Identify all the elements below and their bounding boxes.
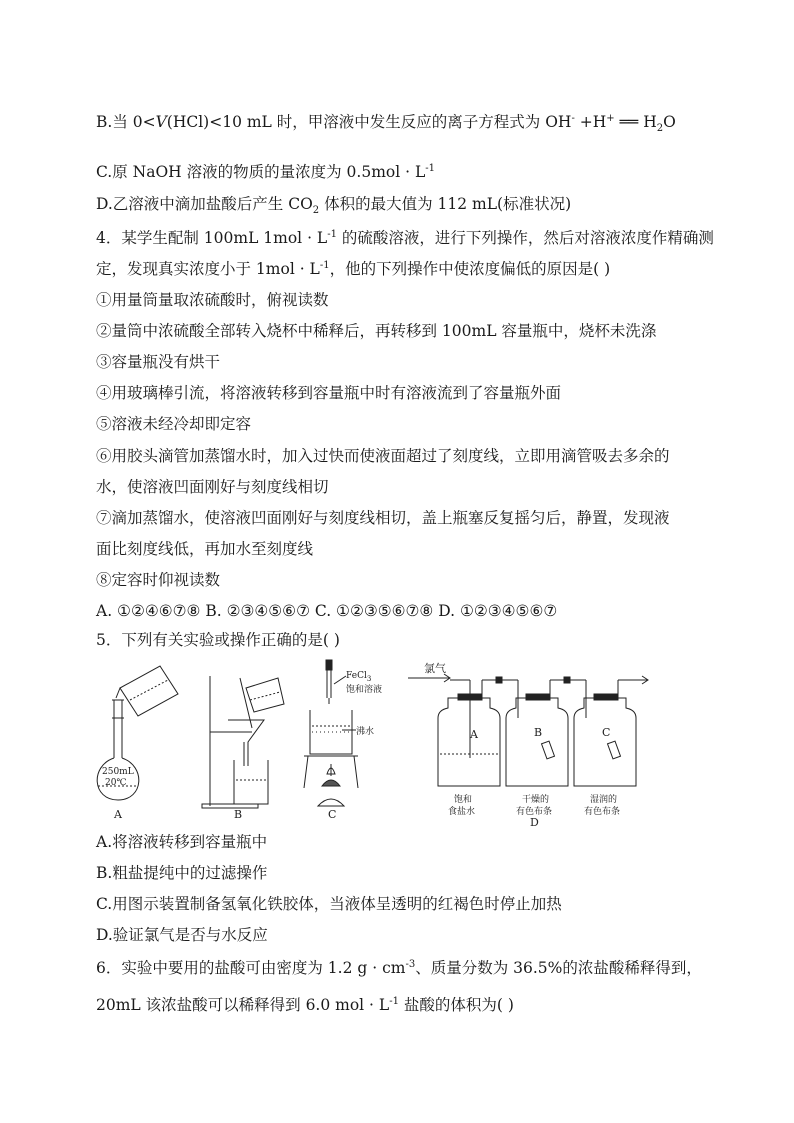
q4-item-7-cont: 面比刻度线低，再加水至刻度线 [96, 540, 314, 558]
q3-option-c: C.原 NaOH 溶液的物质的量浓度为 $0.5mol \cdot L^{-1}$ [96, 162, 436, 181]
caption-a-1: 饱和 [454, 795, 473, 805]
chlorine-label: 氯气 [424, 662, 446, 675]
flask-temp-label: 20℃ [105, 778, 127, 788]
caption-c-1: 湿润的 [590, 795, 618, 805]
reagent-label: FeCl$_3$ [346, 671, 372, 683]
q4-item-4: ④用玻璃棒引流，将溶液转移到容量瓶中时有溶液流到了容量瓶外面 [96, 384, 562, 402]
bottle-a-label: A [470, 728, 478, 741]
q5-stem: 5．下列有关实验或操作正确的是( ) [96, 631, 340, 649]
apparatus-a-volumetric-flask [97, 666, 178, 821]
boiling-water-label: 沸水 [356, 727, 375, 737]
caption-b-2: 有色布条 [516, 807, 553, 817]
q4-item-2: ②量筒中浓硫酸全部转入烧杯中稀释后，再转移到 100mL 容量瓶中，烧杯未洗涤 [96, 322, 657, 340]
q4-item-7: ⑦滴加蒸馏水，使溶液凹面刚好与刻度线相切，盖上瓶塞反复摇匀后，静置，发现液 [96, 509, 670, 527]
q6-stem-line2: 20mL 该浓盐酸可以稀释得到 6.0 mol · $L^{-1}$ 盐酸的体积为( ) [96, 995, 514, 1014]
q4-choices: A. ①②④⑥⑦⑧ B. ②③④⑤⑥⑦ C. ①②③⑤⑥⑦⑧ D. ①②③④⑤⑥⑦ [96, 602, 558, 620]
q5-apparatus-figure [98, 658, 668, 829]
q3-option-d: D.乙溶液中滴加盐酸后产生 $CO_2$ 体积的最大值为 112 mL(标准状况) [96, 195, 572, 217]
caption-b-1: 干燥的 [522, 795, 550, 805]
q5-option-b: B.粗盐提纯中的过滤操作 [96, 864, 268, 882]
q5-option-d: D.验证氯气是否与水反应 [96, 926, 268, 944]
q3-option-b: B.当 0<V(HCl)<10 mL 时，甲溶液中发生反应的离子方程式为 OH- +H+ ══ $H_2O$ [96, 112, 676, 135]
q4-item-6: ⑥用胶头滴管加蒸馏水时，加入过快而使液面超过了刻度线，立即用滴管吸去多余的 [96, 447, 670, 465]
bottle-b-label: B [534, 726, 543, 739]
q5-option-a: A.将溶液转移到容量瓶中 [96, 833, 268, 851]
q4-item-3: ③容量瓶没有烘干 [96, 353, 221, 371]
q4-item-6-cont: 水，使溶液凹面刚好与刻度线相切 [96, 478, 329, 496]
label-a: A [114, 808, 122, 821]
label-d: D [530, 816, 539, 829]
caption-a-2: 食盐水 [448, 807, 476, 817]
label-b: B [234, 808, 243, 821]
reagent-label-2: 饱和溶液 [346, 685, 383, 695]
flask-volume-label: 250mL [102, 767, 134, 777]
bottle-c-label: C [602, 726, 611, 739]
apparatus-b-filtration [202, 676, 284, 821]
q4-stem-line1: 4．某学生配制 100mL $1mol \cdot L^{-1}$ 的硫酸溶液，进行下列操作，然后对溶液浓度作精确测 [96, 228, 714, 247]
q4-item-5: ⑤溶液未经冷却即定容 [96, 415, 252, 433]
caption-c-2: 有色布条 [584, 807, 621, 817]
apparatus-c-colloid [304, 660, 382, 821]
q4-item-8: ⑧定容时仰视读数 [96, 571, 221, 589]
q5-option-c: C.用图示装置制备氢氧化铁胶体，当液体呈透明的红褐色时停止加热 [96, 895, 562, 913]
label-c: C [328, 808, 337, 821]
q4-stem-line2: 定，发现真实浓度小于 $1mol \cdot L^{-1}$，他的下列操作中使浓度偏低的原因是( ) [96, 259, 611, 278]
q4-item-1: ①用量筒量取浓硫酸时，俯视读数 [96, 291, 329, 309]
apparatus-d-chlorine-bottles [408, 661, 648, 829]
q6-stem-line1: 6．实验中要用的盐酸可由密度为 1.2 $g \cdot cm^{-3}$、质量分数为 36.5%的浓盐酸稀释得到， [96, 958, 702, 977]
